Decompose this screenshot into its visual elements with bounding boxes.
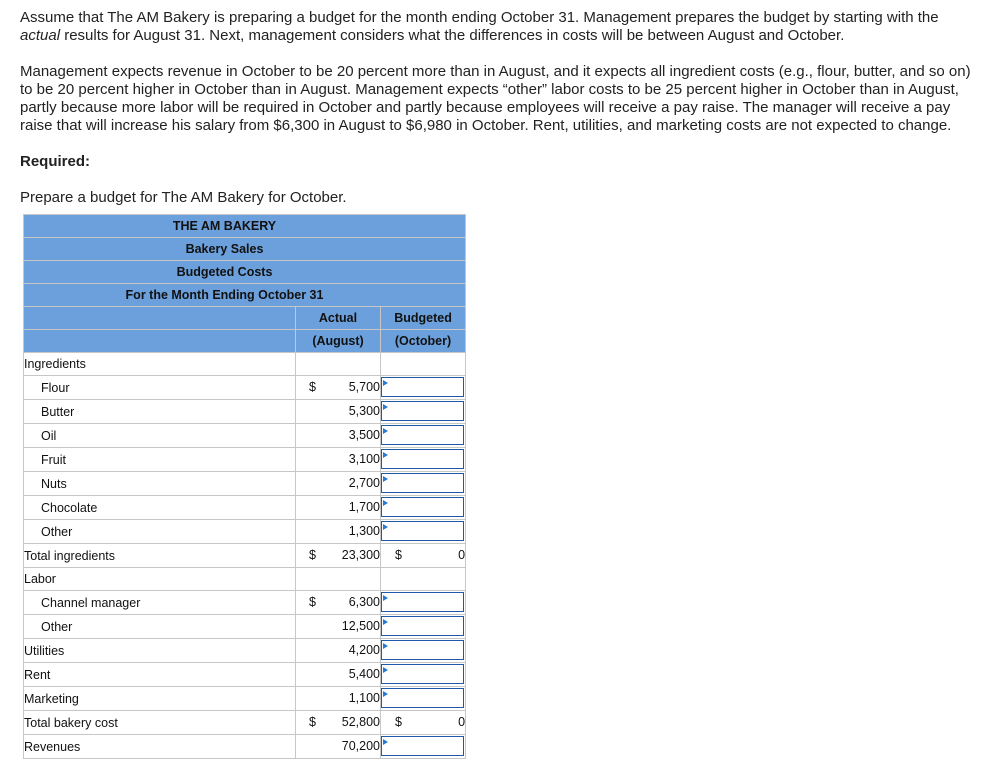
table-row (24, 735, 466, 759)
column-header-row (24, 307, 466, 330)
actual-value-cell (296, 400, 381, 424)
input-marker-icon (383, 739, 388, 745)
actual-value: 1,100 (348, 691, 380, 705)
row-label-flour: Flour (24, 376, 296, 400)
actual-value: 5,700 (348, 380, 380, 394)
table-title-row (24, 215, 466, 238)
input-marker-icon (383, 619, 388, 625)
budget-input-channel-manager[interactable] (381, 592, 464, 612)
actual-value-cell (296, 568, 381, 591)
actual-value: 70,200 (341, 739, 380, 753)
row-label-other: Other (24, 520, 296, 544)
input-marker-icon (383, 428, 388, 434)
table-title-department: Bakery Sales (24, 238, 466, 261)
budget-empty-cell (381, 353, 466, 376)
budget-empty-cell (381, 568, 466, 591)
budget-input-cell[interactable] (381, 663, 466, 687)
row-label-revenues: Revenues (24, 735, 296, 759)
currency-symbol: $ (309, 380, 316, 394)
row-label-chocolate: Chocolate (24, 496, 296, 520)
budget-input-cell[interactable] (381, 639, 466, 663)
table-row (24, 687, 466, 711)
currency-symbol: $ (395, 548, 402, 562)
table-row (24, 615, 466, 639)
budget-input-fruit[interactable] (381, 449, 464, 469)
row-label-rent: Rent (24, 663, 296, 687)
row-label-other: Other (24, 615, 296, 639)
column-header-blank (24, 330, 296, 353)
table-title-row (24, 261, 466, 284)
input-marker-icon (383, 380, 388, 386)
input-marker-icon (383, 476, 388, 482)
table-row (24, 376, 466, 400)
actual-value-cell (296, 448, 381, 472)
column-header-row (24, 330, 466, 353)
actual-value-cell (296, 735, 381, 759)
row-label-oil: Oil (24, 424, 296, 448)
budget-input-cell[interactable] (381, 615, 466, 639)
required-heading: Required: (20, 153, 91, 170)
table-title-company: THE AM BAKERY (24, 215, 466, 238)
budget-total-value: 0 (458, 548, 466, 562)
table-row (24, 424, 466, 448)
row-label-channel-manager: Channel manager (24, 591, 296, 615)
actual-value: 6,300 (348, 595, 380, 609)
table-row (24, 496, 466, 520)
row-label-fruit: Fruit (24, 448, 296, 472)
budget-input-butter[interactable] (381, 401, 464, 421)
budget-total-cell (381, 711, 466, 735)
actual-value-cell (296, 687, 381, 711)
input-marker-icon (383, 524, 388, 530)
actual-value: 5,400 (348, 667, 380, 681)
actual-value-cell (296, 663, 381, 687)
currency-symbol: $ (309, 548, 316, 562)
actual-value: 3,500 (348, 428, 380, 442)
row-label-total-bakery-cost: Total bakery cost (24, 711, 296, 735)
table-row (24, 400, 466, 424)
input-marker-icon (383, 500, 388, 506)
budget-input-revenues[interactable] (381, 736, 464, 756)
actual-value: 4,200 (348, 643, 380, 657)
actual-value-cell (296, 376, 381, 400)
actual-value: 23,300 (341, 548, 380, 562)
budget-input-cell[interactable] (381, 520, 466, 544)
actual-value: 1,700 (348, 500, 380, 514)
table-title-row (24, 284, 466, 307)
input-marker-icon (383, 643, 388, 649)
budget-input-flour[interactable] (381, 377, 464, 397)
budget-input-nuts[interactable] (381, 473, 464, 493)
currency-symbol: $ (395, 715, 402, 729)
table-row (24, 353, 466, 376)
currency-symbol: $ (309, 595, 316, 609)
row-label-butter: Butter (24, 400, 296, 424)
budget-input-cell[interactable] (381, 424, 466, 448)
budget-input-oil[interactable] (381, 425, 464, 445)
budget-input-marketing[interactable] (381, 688, 464, 708)
row-label-total-ingredients: Total ingredients (24, 544, 296, 568)
input-marker-icon (383, 452, 388, 458)
budget-input-chocolate[interactable] (381, 497, 464, 517)
table-row (24, 520, 466, 544)
budget-input-cell[interactable] (381, 376, 466, 400)
table-row (24, 639, 466, 663)
table-title-period: For the Month Ending October 31 (24, 284, 466, 307)
table-row (24, 591, 466, 615)
actual-value-cell (296, 520, 381, 544)
required-text: Prepare a budget for The AM Bakery for October. (20, 189, 347, 206)
table-row (24, 711, 466, 735)
budget-input-cell[interactable] (381, 735, 466, 759)
actual-value-cell (296, 711, 381, 735)
actual-value-cell (296, 353, 381, 376)
actual-value-cell (296, 615, 381, 639)
budget-input-cell[interactable] (381, 400, 466, 424)
budget-input-cell[interactable] (381, 591, 466, 615)
column-header-budgeted-period: (October) (381, 330, 466, 353)
actual-value-cell (296, 424, 381, 448)
table-row (24, 663, 466, 687)
intro-paragraph-2: Management expects revenue in October to be 20 percent more than in August, and it expects all ingredient costs (e.g., flour, butter, and so on) to be 20 percent higher in October than in August. Management expects “other” labor costs to be 25 percent higher in October than in August, partly because more labor will be required in October and partly because employees will receive a pay raise. The manager will receive a pay raise that will increase his salary from $6,300 in August to $6,980 in October. Rent, utilities, and marketing costs are not expected to change. (20, 63, 971, 134)
table-row (24, 544, 466, 568)
currency-symbol: $ (309, 715, 316, 729)
column-header-actual: Actual (296, 307, 381, 330)
budget-total-value: 0 (458, 715, 466, 729)
table-row (24, 472, 466, 496)
row-label-labor: Labor (24, 568, 296, 591)
table-title-statement: Budgeted Costs (24, 261, 466, 284)
budget-input-cell[interactable] (381, 448, 466, 472)
actual-value-cell (296, 472, 381, 496)
column-header-budgeted: Budgeted (381, 307, 466, 330)
budget-table (23, 214, 466, 759)
table-title-row (24, 238, 466, 261)
input-marker-icon (383, 595, 388, 601)
row-label-nuts: Nuts (24, 472, 296, 496)
table-row (24, 448, 466, 472)
actual-value-cell (296, 639, 381, 663)
budget-input-other[interactable] (381, 521, 464, 541)
budget-input-cell[interactable] (381, 496, 466, 520)
input-marker-icon (383, 691, 388, 697)
column-header-actual-period: (August) (296, 330, 381, 353)
table-row (24, 568, 466, 591)
problem-text (20, 9, 975, 225)
column-header-blank (24, 307, 296, 330)
actual-value-cell (296, 591, 381, 615)
actual-value-cell (296, 544, 381, 568)
actual-value: 12,500 (341, 619, 380, 633)
budget-input-other[interactable] (381, 616, 464, 636)
budget-input-cell[interactable] (381, 687, 466, 711)
input-marker-icon (383, 667, 388, 673)
row-label-marketing: Marketing (24, 687, 296, 711)
actual-value: 52,800 (341, 715, 380, 729)
budget-input-rent[interactable] (381, 664, 464, 684)
budget-total-cell (381, 544, 466, 568)
intro-paragraph-1: Assume that The AM Bakery is preparing a budget for the month ending October 31. Management prepares the budget by starting with the actual results for August 31. Next, management considers what the differences in costs will be between August and October. (20, 9, 939, 44)
actual-value: 2,700 (348, 476, 380, 490)
row-label-utilities: Utilities (24, 639, 296, 663)
input-marker-icon (383, 404, 388, 410)
actual-value: 3,100 (348, 452, 380, 466)
row-label-ingredients: Ingredients (24, 353, 296, 376)
actual-value-cell (296, 496, 381, 520)
actual-value: 1,300 (348, 524, 380, 538)
actual-value: 5,300 (348, 404, 380, 418)
budget-input-cell[interactable] (381, 472, 466, 496)
budget-input-utilities[interactable] (381, 640, 464, 660)
